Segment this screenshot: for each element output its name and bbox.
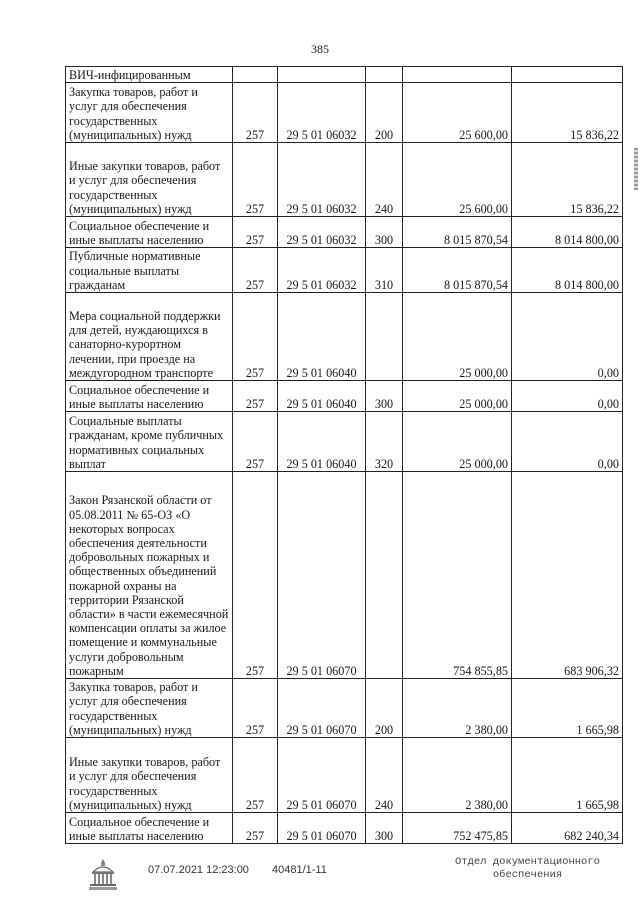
row-target-article: 29 5 01 06070 xyxy=(278,738,366,813)
department-line-2: обеспечения xyxy=(492,869,563,881)
budget-table xyxy=(65,66,623,844)
row-amount-planned: 8 015 870,54 xyxy=(403,248,512,293)
row-name: Закон Рязанской области от 05.08.2011 № 65-ОЗ «О некоторых вопросах обеспечения деятельности добровольных пожарных и общественных объединений пожарной охраны на территории Рязанской области» в части ежемесячной компенсации оплаты за жилое помещение и коммунальные услуги добровольным пожарным xyxy=(66,472,233,679)
row-expense-type: 200 xyxy=(366,83,403,143)
row-expense-type: 240 xyxy=(366,738,403,813)
row-code: 257 xyxy=(233,143,278,217)
row-amount-planned: 2 380,00 xyxy=(403,738,512,813)
table-row xyxy=(66,67,623,83)
row-amount-executed xyxy=(512,67,623,83)
row-expense-type: 320 xyxy=(366,412,403,472)
row-name: Публичные нормативные социальные выплаты гражданам xyxy=(66,248,233,293)
row-code xyxy=(233,67,278,83)
row-amount-planned: 25 000,00 xyxy=(403,412,512,472)
row-expense-type xyxy=(366,293,403,381)
row-amount-executed: 1 665,98 xyxy=(512,679,623,738)
row-amount-planned: 754 855,85 xyxy=(403,472,512,679)
row-target-article: 29 5 01 06032 xyxy=(278,217,366,248)
row-name: Социальные выплаты гражданам, кроме публичных нормативных социальных выплат xyxy=(66,412,233,472)
table-row xyxy=(66,143,623,217)
footer-department-stamp xyxy=(440,856,615,882)
row-code: 257 xyxy=(233,472,278,679)
table-row xyxy=(66,738,623,813)
row-amount-planned: 2 380,00 xyxy=(403,679,512,738)
row-code: 257 xyxy=(233,217,278,248)
row-expense-type: 310 xyxy=(366,248,403,293)
row-name: ВИЧ-инфицированным xyxy=(66,67,233,83)
row-amount-executed: 1 665,98 xyxy=(512,738,623,813)
row-target-article: 29 5 01 06070 xyxy=(278,679,366,738)
row-name: Мера социальной поддержки для детей, нуждающихся в санаторно-курортном лечении, при проезде на междугородном транспорте xyxy=(66,293,233,381)
table-row xyxy=(66,381,623,412)
row-amount-executed: 15 836,22 xyxy=(512,143,623,217)
row-amount-executed: 15 836,22 xyxy=(512,83,623,143)
budget-table-body xyxy=(66,67,623,844)
row-amount-planned: 25 000,00 xyxy=(403,381,512,412)
row-amount-planned: 25 600,00 xyxy=(403,83,512,143)
row-code: 257 xyxy=(233,738,278,813)
row-amount-planned: 8 015 870,54 xyxy=(403,217,512,248)
row-expense-type: 200 xyxy=(366,679,403,738)
row-target-article: 29 5 01 06040 xyxy=(278,293,366,381)
footer-doc-number: 40481/1-11 xyxy=(272,864,327,876)
row-amount-executed: 0,00 xyxy=(512,381,623,412)
row-code: 257 xyxy=(233,83,278,143)
row-name: Закупка товаров, работ и услуг для обеспечения государственных (муниципальных) нужд xyxy=(66,83,233,143)
row-amount-planned: 25 000,00 xyxy=(403,293,512,381)
row-target-article: 29 5 01 06040 xyxy=(278,381,366,412)
row-name: Иные закупки товаров, работ и услуг для обеспечения государственных (муниципальных) нужд xyxy=(66,143,233,217)
department-line-1: Отдел документационного xyxy=(455,856,600,868)
row-amount-executed: 0,00 xyxy=(512,293,623,381)
row-code: 257 xyxy=(233,248,278,293)
row-code: 257 xyxy=(233,381,278,412)
edge-scan-mark xyxy=(634,148,638,190)
row-expense-type: 300 xyxy=(366,217,403,248)
row-amount-executed: 8 014 800,00 xyxy=(512,248,623,293)
row-target-article: 29 5 01 06032 xyxy=(278,143,366,217)
row-target-article: 29 5 01 06040 xyxy=(278,412,366,472)
row-expense-type xyxy=(366,472,403,679)
row-target-article: 29 5 01 06070 xyxy=(278,472,366,679)
table-row xyxy=(66,217,623,248)
row-expense-type: 240 xyxy=(366,143,403,217)
row-expense-type: 300 xyxy=(366,381,403,412)
page-number: 385 xyxy=(311,42,329,56)
row-target-article: 29 5 01 06070 xyxy=(278,813,366,844)
row-name: Социальное обеспечение и иные выплаты населению xyxy=(66,813,233,844)
row-code: 257 xyxy=(233,412,278,472)
footer-timestamp: 07.07.2021 12:23:00 xyxy=(148,864,249,876)
row-amount-executed: 683 906,32 xyxy=(512,472,623,679)
row-name: Иные закупки товаров, работ и услуг для обеспечения государственных (муниципальных) нужд xyxy=(66,738,233,813)
table-row xyxy=(66,472,623,679)
row-amount-executed: 682 240,34 xyxy=(512,813,623,844)
table-row xyxy=(66,679,623,738)
row-expense-type: 300 xyxy=(366,813,403,844)
row-name: Социальное обеспечение и иные выплаты населению xyxy=(66,217,233,248)
row-name: Закупка товаров, работ и услуг для обеспечения государственных (муниципальных) нужд xyxy=(66,679,233,738)
row-amount-executed: 0,00 xyxy=(512,412,623,472)
row-target-article xyxy=(278,67,366,83)
page-footer xyxy=(0,856,640,896)
table-row xyxy=(66,293,623,381)
row-code: 257 xyxy=(233,679,278,738)
duma-logo-icon xyxy=(86,856,120,892)
row-amount-planned: 752 475,85 xyxy=(403,813,512,844)
table-row xyxy=(66,813,623,844)
row-target-article: 29 5 01 06032 xyxy=(278,248,366,293)
row-amount-planned xyxy=(403,67,512,83)
row-amount-executed: 8 014 800,00 xyxy=(512,217,623,248)
table-row xyxy=(66,83,623,143)
row-amount-planned: 25 600,00 xyxy=(403,143,512,217)
row-name: Социальное обеспечение и иные выплаты населению xyxy=(66,381,233,412)
table-row xyxy=(66,412,623,472)
row-code: 257 xyxy=(233,293,278,381)
row-target-article: 29 5 01 06032 xyxy=(278,83,366,143)
table-row xyxy=(66,248,623,293)
row-code: 257 xyxy=(233,813,278,844)
row-expense-type xyxy=(366,67,403,83)
